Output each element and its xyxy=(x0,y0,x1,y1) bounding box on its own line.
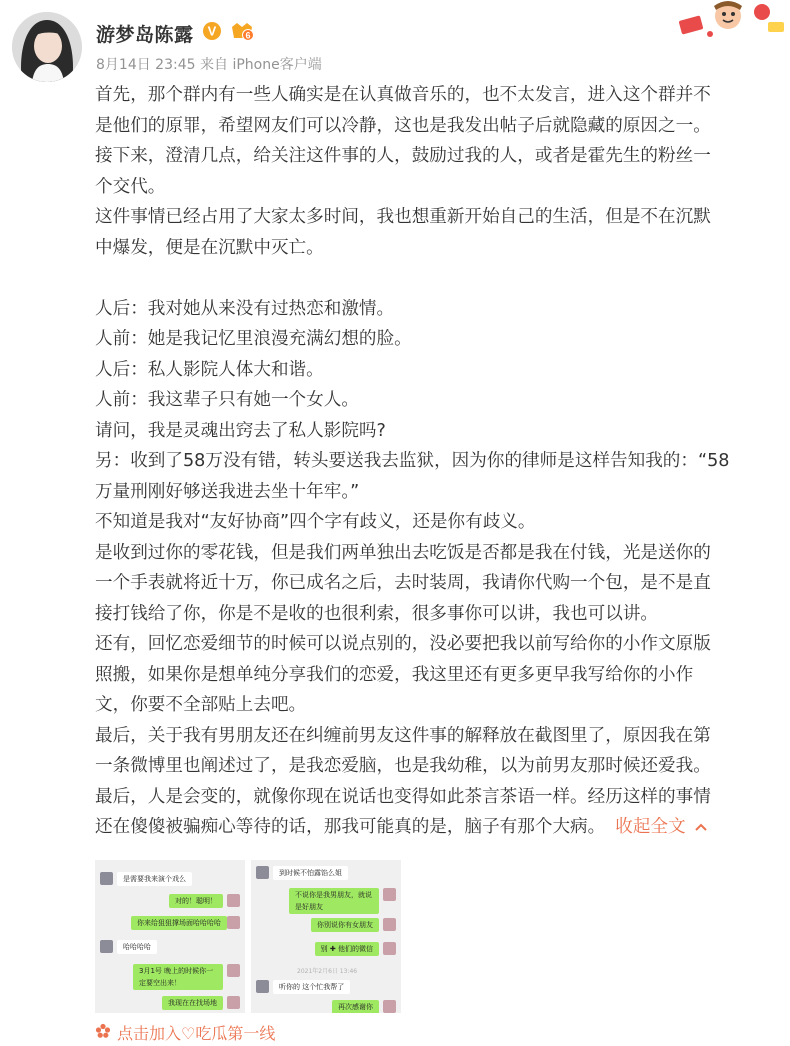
post-text: 这件事情已经占用了大家太多时间，我也想重新开始自己的生活，但是不在沉默 xyxy=(95,207,711,227)
post-text: 另：收到了58万没有错，转头要送我去监狱，因为你的律师是这样告知我的：“58 xyxy=(95,451,730,471)
chat-bubble: 3月1号 晚上的时候你一定要空出来！ xyxy=(133,964,223,990)
post-text: 人前：我这辈子只有她一个女人。 xyxy=(95,390,359,410)
post-text-line xyxy=(95,477,785,508)
chat-screenshot-2[interactable] xyxy=(251,860,401,1013)
post-text: 文，你要不全部贴上去吧。 xyxy=(95,695,307,715)
post-text-line xyxy=(95,812,785,843)
post-text-line xyxy=(95,172,785,203)
post-text-line xyxy=(95,568,785,599)
chat-bubble: 不说你是我男朋友，就说是好朋友 xyxy=(289,888,379,914)
chat-bubble: 哈哈哈哈 xyxy=(117,940,157,954)
avatar-photo xyxy=(12,12,82,82)
post-text: 是收到过你的零花钱，但是我们两单独出去吃饭是否都是我在付钱，光是送你的 xyxy=(95,542,711,563)
chat-avatar xyxy=(256,866,269,879)
chat-bubble: 别 ✚ 他们的微信 xyxy=(315,942,379,956)
post-header xyxy=(96,20,322,74)
chat-avatar xyxy=(383,888,396,901)
chat-avatar xyxy=(227,964,240,977)
screenshot-gallery xyxy=(95,860,401,1013)
post-text-line xyxy=(95,416,785,447)
post-text: 万量刑刚好够送我进去坐十年牢。” xyxy=(95,481,360,502)
source-prefix: 来自 xyxy=(199,57,228,73)
chat-bubble: 你别说你有女朋友 xyxy=(311,918,379,932)
post-text-line xyxy=(95,141,785,172)
join-group-link[interactable] xyxy=(95,1021,275,1044)
post-text-line xyxy=(95,446,785,477)
post-text: 人后：我对她从来没有过热恋和激情。 xyxy=(95,298,395,319)
post-text-line xyxy=(95,690,785,721)
post-text: 个交代。 xyxy=(95,176,166,197)
post-text: 是他们的原罪，希望网友们可以冷静，这也是我发出帖子后就隐藏的原因之一。 xyxy=(95,115,711,136)
chat-screenshot-1[interactable] xyxy=(95,860,245,1013)
post-text-line xyxy=(95,721,785,752)
post-text-line xyxy=(95,629,785,660)
post-text-line xyxy=(95,233,785,264)
chat-avatar xyxy=(100,940,113,953)
post-text-line xyxy=(95,111,785,142)
post-text: 一条微博里也阐述过了，是我恋爱脑，也是我幼稚，以为前男友那时候还爱我。 xyxy=(95,756,711,776)
chat-avatar xyxy=(100,872,113,885)
collapse-text-button[interactable] xyxy=(615,817,707,837)
post-content xyxy=(95,80,785,843)
post-text-line xyxy=(95,660,785,691)
chat-avatar xyxy=(383,918,396,931)
chat-timestamp: 2021年2月6日 13:46 xyxy=(297,968,358,975)
chevron-up-icon xyxy=(694,812,708,843)
post-text-line xyxy=(95,355,785,386)
post-text: 照搬，如果你是想单纯分享我们的恋爱，我这里还有更多更早我写给你的小作 xyxy=(95,664,694,685)
chat-avatar xyxy=(227,894,240,907)
user-name[interactable]: 游梦岛陈露 xyxy=(96,23,194,46)
post-text-line xyxy=(95,294,785,325)
post-text: 最后，关于我有男朋友还在纠缠前男友这件事的解释放在截图里了，原因我在第 xyxy=(95,725,711,746)
chat-bubble: 听你的 这个忙我帮了 xyxy=(273,980,350,994)
post-text-line xyxy=(95,80,785,111)
svg-text:V: V xyxy=(207,23,216,39)
chat-bubble: 对的！聪明！ xyxy=(169,894,223,908)
avatar[interactable] xyxy=(12,12,82,82)
chat-bubble: 你来给狙狙撑场面哈哈哈哈 xyxy=(131,916,227,930)
post-text-line xyxy=(95,599,785,630)
post-time[interactable]: 8月14日 23:45 xyxy=(96,57,196,73)
post-text: 一个手表就将近十万，你已成名之后，去时装周，我请你代购一个包，是不是直 xyxy=(95,573,711,593)
chat-avatar xyxy=(383,942,396,955)
post-text: 首先，那个群内有一些人确实是在认真做音乐的，也不太发言，进入这个群并不 xyxy=(95,85,711,105)
post-text-line xyxy=(95,202,785,233)
post-text: 不知道是我对“友好协商”四个字有歧义，还是你有歧义。 xyxy=(95,512,536,532)
chat-avatar xyxy=(227,916,240,929)
source-client: iPhone客户端 xyxy=(232,57,322,73)
post-text-line xyxy=(95,751,785,782)
card-decoration-icon xyxy=(670,0,790,42)
chat-avatar xyxy=(256,980,269,993)
post-meta xyxy=(96,54,322,74)
chat-avatar xyxy=(383,1000,396,1013)
join-group-label: 点击加入♡吃瓜第一线 xyxy=(117,1024,276,1043)
post-text: 中爆发，便是在沉默中灭亡。 xyxy=(95,237,324,258)
post-text: 接打钱给了你，你是不是收的也很利索，很多事你可以讲，我也可以讲。 xyxy=(95,603,659,624)
collapse-label: 收起全文 xyxy=(615,817,686,837)
svg-text:6: 6 xyxy=(245,30,251,41)
chat-bubble: 到时候不怕露馅么姐 xyxy=(273,866,348,880)
post-text: 人前：她是我记忆里浪漫充满幻想的脸。 xyxy=(95,329,412,349)
post-text: 最后，人是会变的，就像你现在说话也变得如此茶言茶语一样。经历这样的事情 xyxy=(95,786,711,807)
post-text-line xyxy=(95,507,785,538)
post-text-line xyxy=(95,782,785,813)
post-text: 还有，回忆恋爱细节的时候可以说点别的，没必要把我以前写给你的小作文原版 xyxy=(95,634,711,654)
flower-icon xyxy=(95,1023,111,1043)
post-text-line xyxy=(95,385,785,416)
chat-bubble: 再次感谢你 xyxy=(332,1000,379,1013)
post-text: 接下来，澄清几点，给关注这件事的人，鼓励过我的人，或者是霍先生的粉丝一 xyxy=(95,146,711,166)
post-text: 请问，我是灵魂出窍去了私人影院吗? xyxy=(95,420,386,441)
post-text: 还在傻傻被骗痴心等待的话，那我可能真的是，脑子有那个大病。 xyxy=(95,817,606,837)
paragraph-gap xyxy=(95,263,785,294)
post-text: 人后：私人影院人体大和谐。 xyxy=(95,359,324,380)
post-text-line xyxy=(95,538,785,569)
chat-bubble: 我现在在找场地 xyxy=(162,996,223,1010)
post-text-line xyxy=(95,324,785,355)
member-badge-icon[interactable] xyxy=(230,21,254,45)
chat-bubble: 是需要我来演个戏么 xyxy=(117,872,192,886)
chat-avatar xyxy=(227,996,240,1009)
verified-icon xyxy=(202,21,222,45)
